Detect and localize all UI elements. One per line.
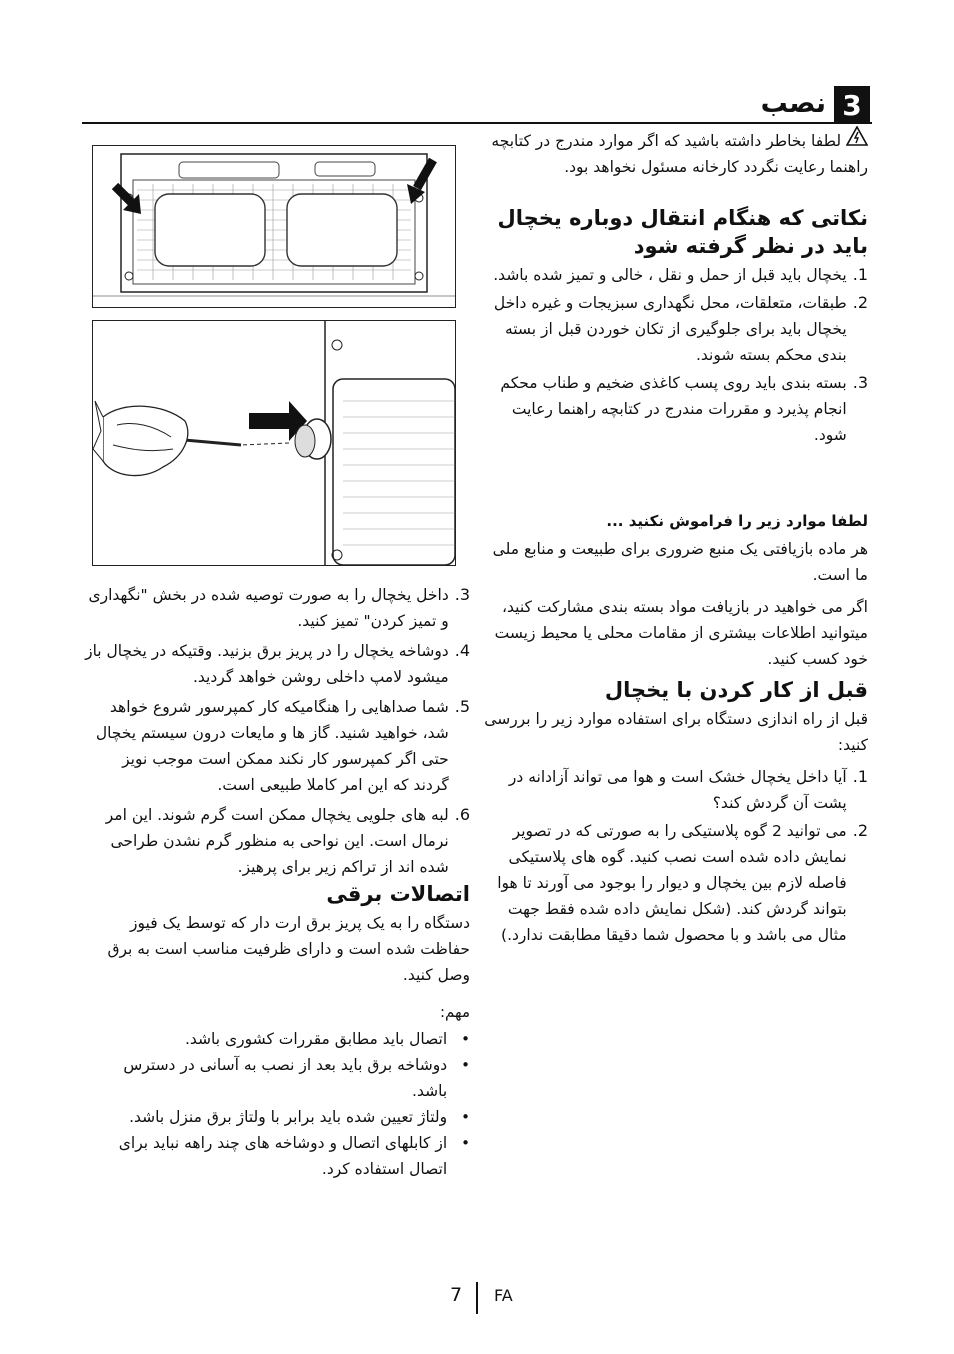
header-divider bbox=[82, 122, 872, 124]
list-number: 3. bbox=[454, 585, 470, 604]
list-number: 1. bbox=[852, 265, 868, 284]
section-title: نصب bbox=[760, 88, 826, 119]
setup-steps-list bbox=[84, 582, 470, 880]
page-number: 7 bbox=[450, 1284, 463, 1306]
before-use-list bbox=[484, 764, 868, 948]
list-text: شما صداهایی را هنگامیکه کار کمپرسور شروع خواهد شد، خواهید شنید. گاز ها و مایعات درون سیستم یخچال حتی اگر کمپرسور کار نکند ممکن است موجب نویز گردند که این امر کاملا طبیعی است. bbox=[95, 698, 449, 794]
list-number: 4. bbox=[454, 641, 470, 660]
important-label: مهم: bbox=[440, 1003, 470, 1021]
bullet-icon: • bbox=[461, 1030, 470, 1048]
electrical-heading: اتصالات برقی bbox=[326, 882, 470, 906]
list-item bbox=[484, 290, 868, 368]
list-item bbox=[84, 802, 470, 880]
list-number: 2. bbox=[852, 821, 868, 840]
list-item bbox=[484, 818, 868, 948]
list-text: یخچال باید قبل از حمل و نقل ، خالی و تمیز شده باشد. bbox=[493, 266, 847, 284]
note-heading: لطفا موارد زیر را فراموش نکنید ... bbox=[606, 512, 868, 530]
language-code: FA bbox=[494, 1286, 513, 1305]
electrical-bullets bbox=[84, 1026, 470, 1182]
fridge-back-illustration bbox=[93, 146, 455, 307]
warning-paragraph bbox=[484, 126, 868, 180]
list-item bbox=[484, 764, 868, 816]
footer-divider bbox=[476, 1282, 478, 1314]
bullet-icon: • bbox=[461, 1056, 470, 1074]
list-number: 1. bbox=[852, 767, 868, 786]
before-use-intro: قبل از راه اندازی دستگاه برای استفاده موارد زیر را بررسی کنید: bbox=[484, 710, 868, 754]
figure-wedge-install bbox=[92, 320, 456, 566]
list-text: از کابلهای اتصال و دوشاخه های چند راهه نباید برای اتصال استفاده کرد. bbox=[118, 1134, 448, 1178]
list-item bbox=[84, 1026, 470, 1052]
list-text: دوشاخه برق باید بعد از نصب به آسانی در دسترس باشد. bbox=[123, 1056, 448, 1100]
list-text: بسته بندی باید روی پسب کاغذی ضخیم و طناب محکم انجام پذیرد و مقررات مندرج در کتابچه راهنما رعایت شود. bbox=[500, 374, 847, 444]
list-item bbox=[84, 638, 470, 690]
list-text: ولتاژ تعیین شده باید برابر با ولتاژ برق منزل باشد. bbox=[129, 1108, 448, 1126]
list-number: 5. bbox=[454, 697, 470, 716]
list-text: می توانید 2 گوه پلاستیکی را به صورتی که در تصویر نمایش داده شده است نصب کنید. گوه های پلاستیکی فاصله لازم بین یخچال و دیوار را بوجود می آورند تا هوا بتواند گردش کند. (شکل نمایش داده شده فقط جهت مثال می باشد و با محصول شما دقیقا مطابقت ندارد.) bbox=[497, 822, 847, 944]
bullet-icon: • bbox=[461, 1108, 470, 1126]
list-text: طبقات، متعلقات، محل نگهداری سبزیجات و غیره داخل یخچال باید برای جلوگیری از تکان خوردن قبل از بسته بندی محکم بسته شوند. bbox=[493, 294, 847, 364]
list-item bbox=[84, 1052, 470, 1104]
list-item bbox=[84, 694, 470, 798]
list-item bbox=[84, 1130, 470, 1182]
list-text: اتصال باید مطابق مقررات کشوری باشد. bbox=[184, 1030, 448, 1048]
list-item bbox=[84, 1104, 470, 1130]
list-text: دوشاخه یخچال را در پریز برق بزنید. وقتیکه در یخچال باز میشود لامپ داخلی روشن خواهد گردید. bbox=[85, 642, 449, 686]
list-item bbox=[84, 582, 470, 634]
transport-heading: نکاتی که هنگام انتقال دوباره یخچال باید در نظر گرفته شود bbox=[497, 206, 868, 258]
wedge-install-illustration bbox=[93, 321, 455, 565]
list-number: 2. bbox=[852, 293, 868, 312]
section-number-badge bbox=[834, 86, 870, 124]
section-number: 3 bbox=[842, 88, 862, 122]
electrical-intro: دستگاه را به یک پریز برق ارت دار که توسط یک فیوز حفاظت شده است و دارای ظرفیت مناسب است به برق وصل کنید. bbox=[107, 914, 470, 984]
list-number: 3. bbox=[852, 373, 868, 392]
bullet-icon: • bbox=[461, 1134, 470, 1152]
transport-list bbox=[484, 262, 868, 448]
list-text: داخل یخچال را به صورت توصیه شده در بخش "نگهداری و تمیز کردن" تمیز کنید. bbox=[88, 586, 449, 630]
note-paragraph-2: اگر می خواهید در بازیافت مواد بسته بندی مشارکت کنید، میتوانید اطلاعات بیشتری از مقامات محلی یا محیط زیست خود کسب کنید. bbox=[494, 598, 868, 668]
list-item bbox=[484, 262, 868, 288]
list-number: 6. bbox=[454, 805, 470, 824]
note-paragraph-1: هر ماده بازیافتی یک منبع ضروری برای طبیعت و منابع ملی ما است. bbox=[492, 540, 868, 584]
list-item bbox=[484, 370, 868, 448]
figure-fridge-back bbox=[92, 145, 456, 308]
before-use-heading: قبل از کار کردن با یخچال bbox=[604, 678, 868, 702]
warning-text: لطفا بخاطر داشته باشید که اگر موارد مندرج در کتابچه راهنما رعایت نگردد کارخانه مسئول نخواهد بود. bbox=[491, 132, 868, 176]
warning-icon bbox=[846, 126, 868, 154]
list-text: آیا داخل یخچال خشک است و هوا می تواند آزادانه در پشت آن گردش کند؟ bbox=[508, 768, 847, 812]
list-text: لبه های جلویی یخچال ممکن است گرم شوند. این امر نرمال است. این نواحی به منظور گرم نشدن طراحی شده اند از تراکم زیر برای پرهیز. bbox=[105, 806, 449, 876]
